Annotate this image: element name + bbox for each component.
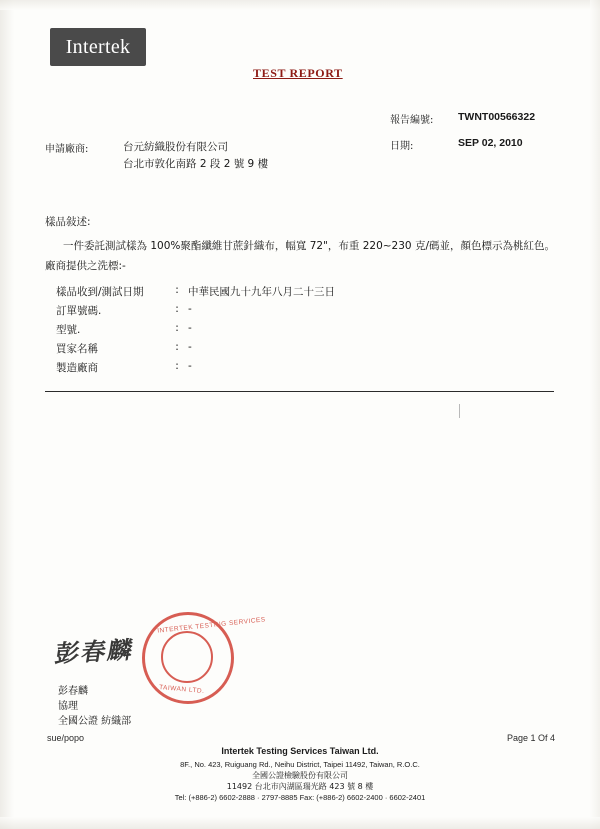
meta-row-date (390, 137, 535, 152)
applicant-block (45, 139, 268, 173)
applicant-label: 申請廠商: (45, 144, 89, 155)
date-value: SEP 02, 2010 (458, 137, 523, 149)
footer-reference: sue/popo (47, 733, 85, 743)
signatory-title: 協理 (58, 701, 78, 712)
applicant-address: 台北市敦化南路 2 段 2 號 9 樓 (123, 158, 269, 170)
scan-artifact-mark (459, 404, 460, 418)
table-row (56, 322, 335, 341)
row-colon: : (175, 360, 179, 372)
scan-edge-left (0, 0, 14, 829)
footer-address-cjk: 11492 台北市內湖區瑞光路 423 號 8 樓 (226, 782, 374, 791)
page-number: Page 1 Of 4 (506, 733, 555, 743)
scan-edge-right (590, 0, 600, 829)
row-key: 製造廠商 (56, 362, 98, 374)
signatory-name: 彭春麟 (58, 686, 88, 697)
sample-heading: 樣品敍述: (45, 216, 91, 228)
report-meta (390, 111, 535, 163)
row-value: - (188, 303, 192, 315)
row-key: 訂單號碼. (56, 305, 102, 317)
seal-top-text: INTERTEK TESTING SERVICES (156, 616, 267, 635)
scan-edge-top (0, 0, 600, 10)
signatory-department: 全國公證 紡織部 (58, 716, 132, 727)
applicant-lines (123, 139, 268, 173)
report-number-label: 報告編號: (390, 115, 434, 126)
row-key: 樣品收到/測試日期 (56, 286, 144, 298)
sample-description: 一件委託測試樣為 100%聚酯纖維甘蔗針織布，幅寬 72"，布重 220~230 克/碼並，顏色標示為桃紅色。 (63, 240, 555, 252)
table-row (56, 284, 335, 303)
footer-address-en: 8F., No. 423, Ruiguang Rd., Neihu District, Taipei 11492, Taiwan, R.O.C. (180, 760, 420, 769)
table-row (56, 360, 335, 379)
table-row (56, 303, 335, 322)
row-value: - (188, 341, 192, 353)
row-colon: : (175, 303, 179, 315)
meta-row-report-number (390, 111, 535, 126)
date-label: 日期: (390, 141, 414, 152)
section-divider (45, 391, 554, 392)
signatory-details (58, 684, 131, 729)
handwritten-signature: 彭春麟 (52, 634, 137, 669)
company-seal-stamp (142, 612, 267, 704)
row-key: 買家名稱 (56, 343, 98, 355)
report-number-value: TWNT00566322 (458, 111, 536, 123)
page-title: TEST REPORT (253, 66, 343, 80)
row-key: 型號. (56, 324, 81, 336)
row-colon: : (175, 322, 179, 334)
scan-edge-bottom (0, 817, 600, 829)
footer-block (0, 746, 600, 803)
row-value: - (188, 360, 192, 372)
seal-text (145, 615, 267, 701)
footer-company-cjk: 全國公證檢驗股份有限公司 (252, 771, 348, 780)
row-colon: : (175, 341, 179, 353)
intertek-logo: Intertek (50, 28, 146, 66)
provided-care-label-heading: 廠商提供之洗標:- (45, 260, 126, 272)
footer-company-name: Intertek Testing Services Taiwan Ltd. (221, 746, 379, 756)
sample-description-section (45, 214, 555, 253)
row-value: - (188, 322, 192, 334)
provided-details-table (56, 284, 335, 379)
seal-bottom-text: TAIWAN LTD. (158, 684, 205, 695)
table-row (56, 341, 335, 360)
applicant-name: 台元紡織股份有限公司 (123, 141, 228, 153)
footer-phone: Tel: (+886-2) 6602-2888 · 2797-8885 Fax: (+886-2) 6602-2400 · 6602-2401 (174, 793, 426, 802)
row-colon: : (175, 284, 179, 296)
signature-block (52, 612, 312, 695)
row-value: 中華民國九十九年八月二十三日 (188, 286, 335, 298)
